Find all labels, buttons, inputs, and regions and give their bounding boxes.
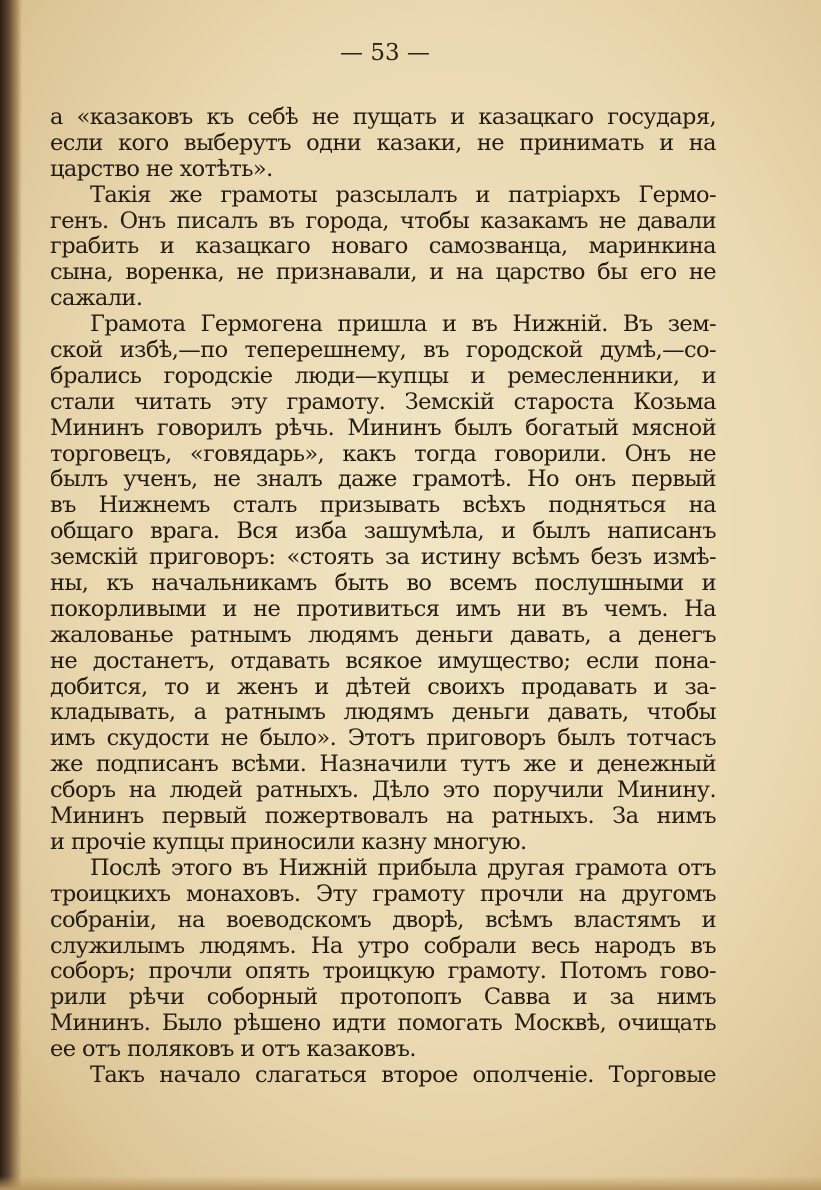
text-line: ее отъ поляковъ и отъ казаковъ. [50,1036,416,1063]
text-line: ны, къ начальникамъ быть во всемъ послушными и [50,570,716,597]
text-line: въ Нижнемъ сталъ призывать всѣхъ подняться на [50,492,716,519]
text-line: если кого выберутъ одни казаки, не принимать и на [50,129,716,156]
text-line: торговецъ, «говядарь», какъ тогда говорили. Онъ не [50,440,716,467]
text-line: Мининъ. Было рѣшено идти помогать Москвѣ, очищать [50,1010,716,1037]
text-line: грабить и казацкаго новаго самозванца, маринкина [50,233,716,260]
text-line: покорливыми и не противиться имъ ни въ чемъ. На [50,595,716,622]
text-line: генъ. Онъ писалъ въ города, чтобы казакамъ не давали [50,207,716,234]
text-line: Такія же грамоты разсылалъ и патріархъ Гермо- [90,181,716,208]
text-line: троицкихъ монаховъ. Эту грамоту прочли на другомъ [50,880,716,907]
text-line: сборъ на людей ратныхъ. Дѣло это поручили Минину. [50,777,716,804]
text-line: царство не хотѣть». [50,155,273,182]
text-line: добится, то и женъ и дѣтей своихъ продавать и за- [50,673,716,700]
text-line: имъ скудости не было». Этотъ приговоръ былъ тотчасъ [50,725,716,752]
text-line: кладывать, а ратнымъ людямъ деньги давать, чтобы [50,699,716,726]
text-line: и прочіе купцы приносили казну многую. [50,828,527,855]
text-line: ской избѣ,—по теперешнему, въ городской думѣ,—со- [50,337,716,364]
text-line: Мининъ говорилъ рѣчь. Мининъ былъ богатый мясной [50,414,716,441]
text-line: Грамота Гермогена пришла и въ Нижній. Въ зем- [90,311,716,338]
page-binding-shadow [0,0,22,1190]
text-line: былъ ученъ, не зналъ даже грамотѣ. Но онъ первый [50,466,716,493]
text-line: жалованье ратнымъ людямъ деньги давать, а денегъ [50,621,716,648]
text-line: а «казаковъ къ себѣ не пущать и казацкаго государя, [50,104,716,130]
text-line: стали читать эту грамоту. Земскій староста Козьма [50,388,716,415]
text-line: служилымъ людямъ. На утро собрали весь народъ въ [50,932,716,959]
text-line: сына, воренка, не признавали, и на царство бы его не [50,259,716,286]
text-line: рили рѣчи соборный протопопъ Савва и за нимъ [50,984,716,1011]
text-line: соборъ; прочли опять троицкую грамоту. Потомъ гово- [50,958,716,985]
text-line: собраніи, на воеводскомъ дворѣ, всѣмъ властямъ и [50,906,716,933]
text-line: же подписанъ всѣми. Назначили тутъ же и денежный [50,751,716,778]
text-line: не достанетъ, отдавать всякое имущество; если пона- [50,647,716,674]
text-line: общаго врага. Вся изба зашумѣла, и былъ написанъ [50,518,716,545]
text-line: Мининъ первый пожертвовалъ на ратныхъ. За нимъ [50,803,716,830]
page-number: — 53 — [340,40,430,66]
text-line: земскій приговоръ: «стоять за истину всѣмъ безъ измѣ- [50,544,716,571]
text-line: брались городскіе люди—купцы и ремесленники, и [50,362,716,389]
page-bottom-edge [0,1176,821,1190]
text-line: сажали. [50,285,143,312]
text-line: Послѣ этого въ Нижній прибыла другая грамота отъ [90,854,716,881]
body-text [50,105,716,1089]
text-line: Такъ начало слагаться второе ополченіе. Торговые [90,1061,716,1088]
